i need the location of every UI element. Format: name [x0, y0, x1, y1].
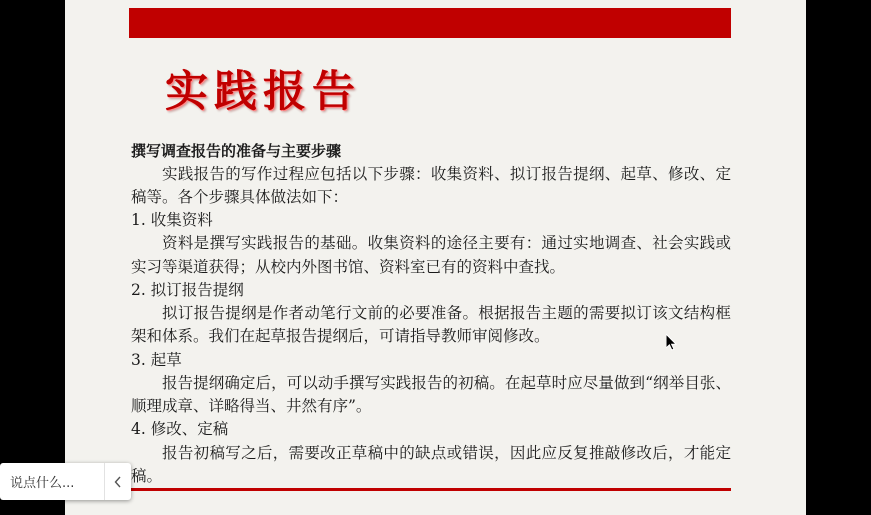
chat-input[interactable]: 说点什么...: [10, 476, 75, 491]
slide-top-margin: [65, 0, 806, 8]
slide-body-heading: 撰写调查报告的准备与主要步骤: [131, 142, 342, 160]
slide-footer-rule: [129, 488, 731, 491]
slide-step-2-body: 拟订报告提纲是作者动笔行文前的必要准备。根据报告主题的需要拟订该文结构框架和体系。我们在起草报告提纲后，可请指导教师审阅修改。: [131, 304, 731, 346]
slide-step-1-title: 1. 收集资料: [131, 211, 213, 229]
slide-step-3-title: 3. 起草: [131, 350, 182, 369]
chat-input-bar[interactable]: [0, 463, 131, 500]
slide-paragraph-intro: 实践报告的写作过程应包括以下步骤：收集资料、拟订报告提纲、起草、修改、定稿等。各个步骤具体做法如下：: [131, 164, 731, 206]
slide-header-banner: [129, 8, 731, 38]
slide-step-1-body: 资料是撰写实践报告的基础。收集资料的途径主要有：通过实地调查、社会实践或实习等渠道获得；从校内外图书馆、资料室已有的资料中查找。: [131, 234, 731, 276]
slide-step-4-title: 4. 修改、定稿: [131, 420, 229, 439]
slide-step-2-title: 2. 拟订报告提纲: [131, 280, 244, 299]
presentation-slide[interactable]: [65, 0, 806, 515]
slide-title: 实践报告: [165, 67, 361, 117]
slide-step-3-body: 报告提纲确定后，可以动手撰写实践报告的初稿。在起草时应尽量做到“纲举目张、顺理成章、详略得当、井然有序”。: [131, 373, 731, 415]
chevron-left-icon[interactable]: [104, 463, 131, 500]
slide-step-4-body: 报告初稿写之后，需要改正草稿中的缺点或错误，因此应反复推敲修改后，才能定稿。: [131, 443, 731, 485]
slide-body: [131, 140, 731, 488]
